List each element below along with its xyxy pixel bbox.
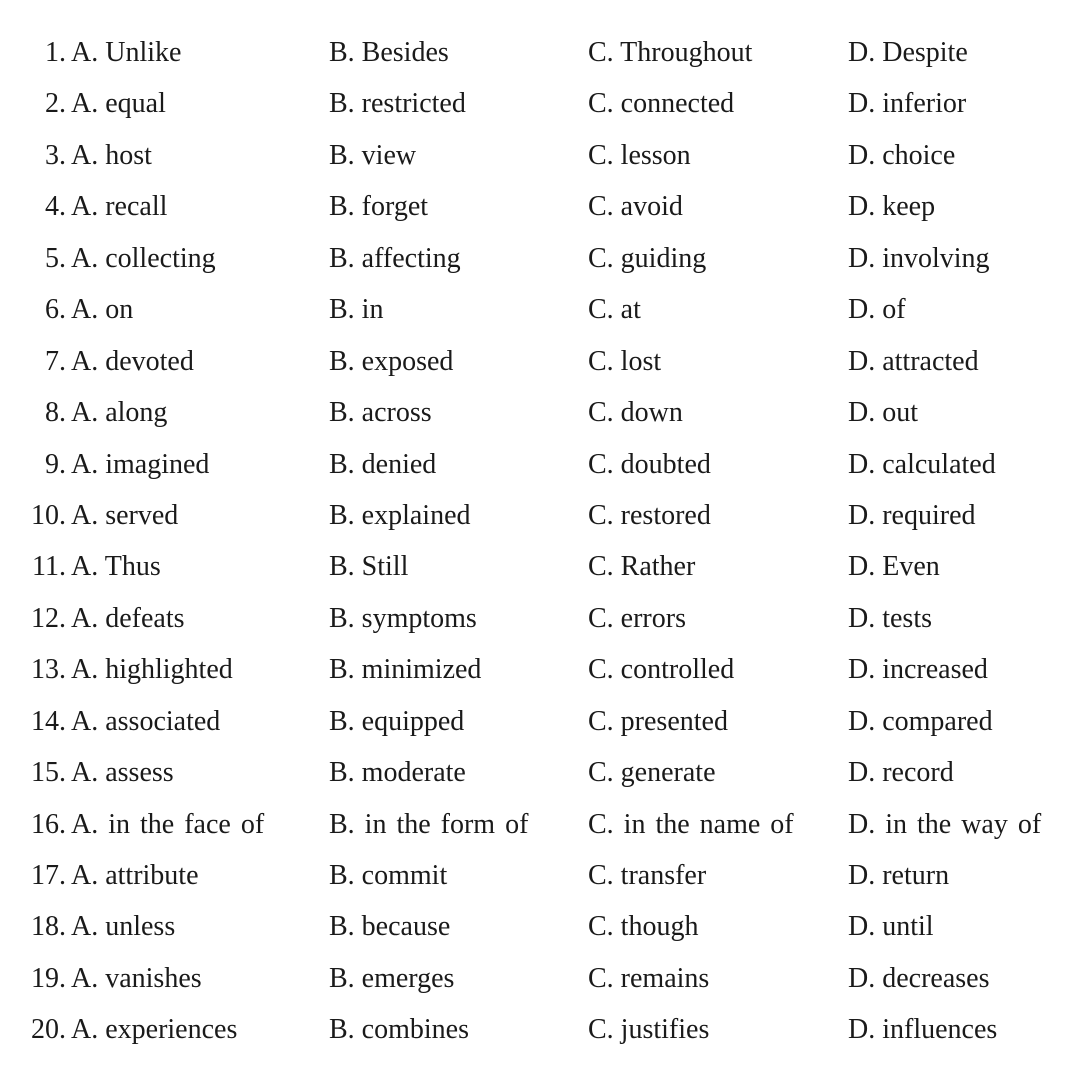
option-d: D. out [848,397,918,429]
option-d: D. tests [848,602,932,634]
option-c: C. doubted [588,448,711,480]
option-d: D. in the way of [848,808,1042,840]
option-a: A. Unlike [71,37,182,68]
option-a: A. in the face of [71,808,265,840]
option-a: A. served [71,499,179,531]
option-b: B. because [329,911,451,943]
option-c: C. remains [588,962,710,994]
question-number: 9. [45,448,66,480]
option-c: C. Rather [588,551,696,583]
option-d: D. Even [848,551,940,583]
option-b: B. commit [329,860,448,891]
question-row [0,490,1073,541]
option-d: D. decreases [848,962,990,994]
option-a: A. associated [71,705,221,737]
question-number: 20. [31,1014,66,1046]
option-b: B. exposed [329,345,454,377]
question-row [0,901,1073,952]
option-c: C. in the name of [588,808,794,840]
option-c: C. guiding [588,242,707,274]
question-number: 15. [31,757,66,789]
question-number: 8. [45,397,66,429]
question-row [0,233,1073,284]
option-b: B. denied [329,448,437,480]
option-c: C. controlled [588,654,735,686]
option-a: A. Thus [71,551,161,583]
option-b: B. explained [329,499,471,531]
option-a: A. host [71,139,152,171]
option-d: D. required [848,499,976,531]
option-c: C. lesson [588,139,691,171]
question-row [0,439,1073,490]
option-d: D. increased [848,654,988,686]
question-row [0,696,1073,747]
option-a: A. along [71,397,168,429]
option-b: B. in the form of [329,808,529,840]
option-b: B. equipped [329,705,465,737]
option-b: B. affecting [329,242,461,274]
option-a: A. on [71,294,134,326]
option-c: C. down [588,397,683,429]
question-number: 18. [31,911,66,943]
option-a: A. recall [71,191,168,223]
question-row [0,336,1073,387]
question-row [0,1004,1073,1055]
question-number: 3. [45,139,66,171]
option-c: C. errors [588,602,686,634]
option-d: D. choice [848,139,956,171]
option-b: B. moderate [329,757,466,789]
option-c: C. justifies [588,1014,710,1046]
option-d: D. involving [848,242,990,274]
option-d: D. compared [848,705,993,737]
option-b: B. in [329,294,384,326]
option-c: C. Throughout [588,37,753,68]
question-number: 5. [45,242,66,274]
question-number: 6. [45,294,66,326]
question-number: 10. [31,499,66,531]
question-number: 19. [31,962,66,994]
question-row [0,850,1073,901]
option-b: B. minimized [329,654,482,686]
option-c: C. avoid [588,191,683,223]
option-d: D. until [848,911,934,943]
option-b: B. Still [329,551,409,583]
question-row [0,284,1073,335]
option-a: A. defeats [71,602,185,634]
question-row [0,799,1073,850]
question-row [0,644,1073,695]
option-a: A. equal [71,88,166,120]
question-row [0,541,1073,592]
option-d: D. influences [848,1014,998,1046]
option-c: C. though [588,911,699,943]
question-row [0,78,1073,129]
question-number: 14. [31,705,66,737]
option-d: D. return [848,860,950,891]
question-row [0,593,1073,644]
option-b: B. symptoms [329,602,477,634]
option-b: B. emerges [329,962,455,994]
question-number: 4. [45,191,66,223]
option-b: B. combines [329,1014,469,1046]
option-c: C. at [588,294,641,326]
question-row [0,27,1073,78]
option-c: C. transfer [588,860,707,891]
option-a: A. highlighted [71,654,233,686]
option-c: C. lost [588,345,662,377]
question-number: 11. [32,551,66,583]
option-d: D. record [848,757,954,789]
option-c: C. connected [588,88,735,120]
question-number: 13. [31,654,66,686]
option-a: A. experiences [71,1014,238,1046]
option-a: A. devoted [71,345,194,377]
option-b: B. view [329,139,417,171]
option-c: C. restored [588,499,711,531]
question-number: 7. [45,345,66,377]
option-d: D. attracted [848,345,979,377]
option-b: B. restricted [329,88,466,120]
option-d: D. calculated [848,448,996,480]
option-d: D. inferior [848,88,967,120]
question-row [0,747,1073,798]
option-c: C. generate [588,757,716,789]
answer-options-sheet [0,27,1073,1056]
option-a: A. assess [71,757,174,789]
option-d: D. Despite [848,37,968,68]
option-b: B. Besides [329,37,449,68]
question-row [0,130,1073,181]
question-number: 12. [31,602,66,634]
option-a: A. unless [71,911,176,943]
option-b: B. forget [329,191,429,223]
question-number: 2. [45,88,66,120]
question-row [0,953,1073,1004]
option-b: B. across [329,397,432,429]
option-a: A. vanishes [71,962,202,994]
question-row [0,387,1073,438]
option-d: D. keep [848,191,936,223]
option-d: D. of [848,294,906,326]
question-number: 16. [31,808,66,840]
option-c: C. presented [588,705,728,737]
option-a: A. imagined [71,448,210,480]
question-number: 1. [45,37,66,68]
question-number: 17. [31,860,66,891]
question-row [0,181,1073,232]
option-a: A. attribute [71,860,199,891]
option-a: A. collecting [71,242,216,274]
